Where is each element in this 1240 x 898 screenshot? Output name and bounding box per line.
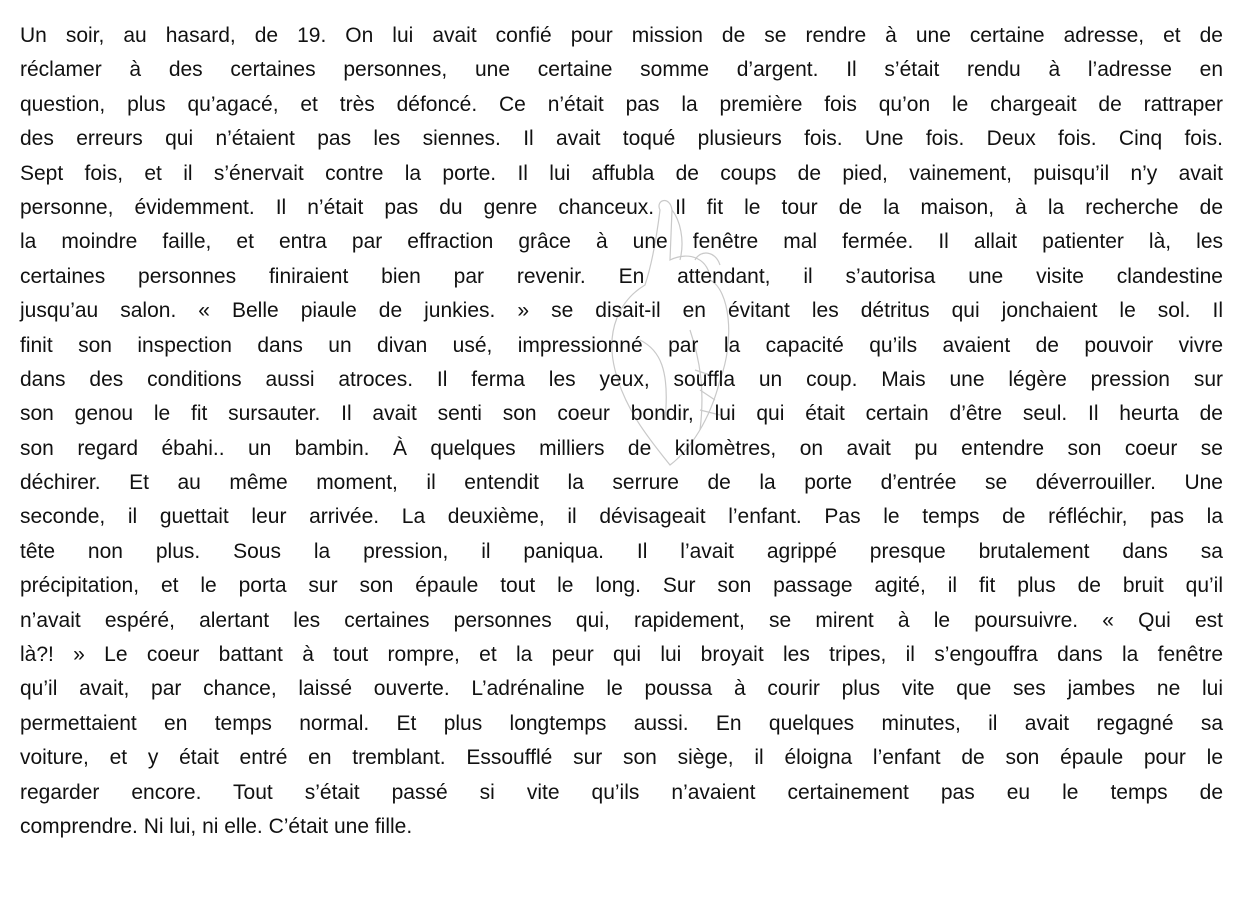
text-line: personne, évidemment. Il n’était pas du genre chanceux. Il fit le tour de la maison, à la recherche de <box>20 195 1223 219</box>
text-line: qu’il avait, par chance, laissé ouverte. L’adrénaline le poussa à courir plus vite que ses jambes ne lui <box>20 677 1223 701</box>
text-line: comprendre. Ni lui, ni elle. C’était une fille. <box>20 814 413 838</box>
text-line: seconde, il guettait leur arrivée. La deuxième, il dévisageait l’enfant. Pas le temps de réfléchir, pas la <box>20 505 1223 529</box>
text-line: des erreurs qui n’étaient pas les siennes. Il avait toqué plusieurs fois. Une fois. Deux fois. Cinq fois. <box>20 127 1223 151</box>
text-line: regarder encore. Tout s’était passé si vite qu’ils n’avaient certainement pas eu le temps de <box>20 780 1223 804</box>
text-line: la moindre faille, et entra par effraction grâce à une fenêtre mal fermée. Il allait patienter là, les <box>20 230 1223 254</box>
text-line: déchirer. Et au même moment, il entendit la serrure de la porte d’entrée se déverrouiller. Une <box>20 471 1223 495</box>
text-line: certaines personnes finiraient bien par revenir. En attendant, il s’autorisa une visite clandestine <box>20 264 1223 288</box>
text-line: Un soir, au hasard, de 19. On lui avait confié pour mission de se rendre à une certaine adresse, et de <box>20 24 1223 47</box>
text-line: tête non plus. Sous la pression, il paniqua. Il l’avait agrippé presque brutalement dans sa <box>20 539 1223 563</box>
text-line: là?! » Le coeur battant à tout rompre, et la peur qui lui broyait les tripes, il s’engouffra dans la fenêtre <box>20 643 1223 667</box>
text-line: voiture, et y était entré en tremblant. Essoufflé sur son siège, il éloigna l’enfant de son épaule pour le <box>20 746 1223 770</box>
text-line: jusqu’au salon. « Belle piaule de junkies. » se disait-il en évitant les détritus qui jonchaient le sol. Il <box>20 299 1223 323</box>
text-line: question, plus qu’agacé, et très défoncé. Ce n’était pas la première fois qu’on le chargeait de rattraper <box>20 92 1223 116</box>
text-line: réclamer à des certaines personnes, une certaine somme d’argent. Il s’était rendu à l’adresse en <box>20 58 1223 82</box>
text-line: dans des conditions aussi atroces. Il ferma les yeux, souffla un coup. Mais une légère pression sur <box>20 367 1223 391</box>
document-body <box>20 19 1223 844</box>
text-line: Sept fois, et il s’énervait contre la porte. Il lui affubla de coups de pied, vainement, puisqu’il n’y avait <box>20 161 1223 185</box>
text-line: précipitation, et le porta sur son épaule tout le long. Sur son passage agité, il fit plus de bruit qu’il <box>20 574 1223 598</box>
text-line: n’avait espéré, alertant les certaines personnes qui, rapidement, se mirent à le poursuivre. « Qui est <box>20 608 1223 632</box>
text-line: son genou le fit sursauter. Il avait senti son coeur bondir, lui qui était certain d’être seul. Il heurta de <box>20 402 1223 426</box>
text-line: son regard ébahi.. un bambin. À quelques milliers de kilomètres, on avait pu entendre son coeur se <box>20 436 1223 460</box>
text-line: permettaient en temps normal. Et plus longtemps aussi. En quelques minutes, il avait regagné sa <box>20 711 1223 735</box>
text-line: finit son inspection dans un divan usé, impressionné par la capacité qu’ils avaient de pouvoir vivre <box>20 333 1223 357</box>
